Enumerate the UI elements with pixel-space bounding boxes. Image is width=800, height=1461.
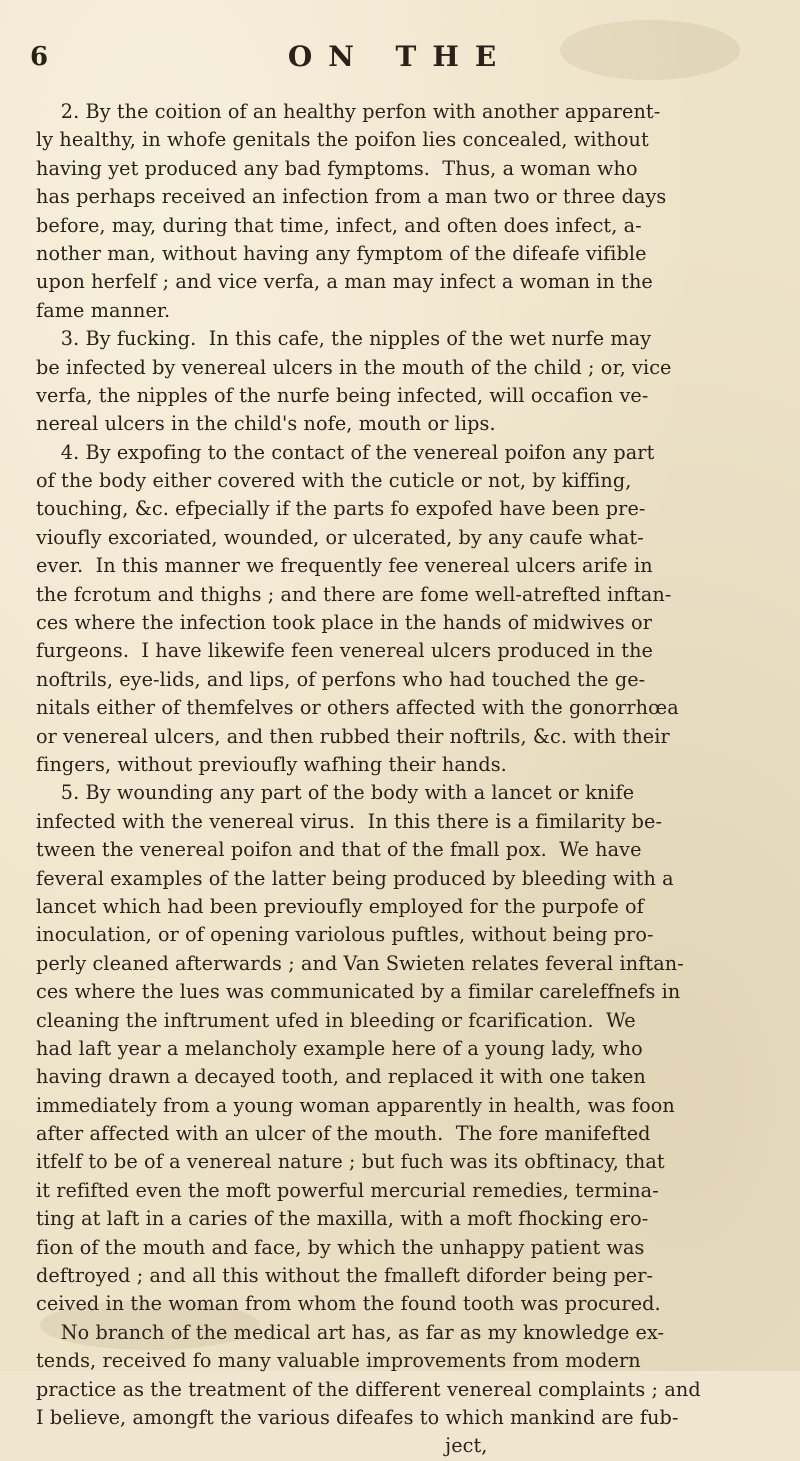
text-line: having drawn a decayed tooth, and replaced it with one taken xyxy=(36,1065,646,1089)
text-line: tween the venereal poifon and that of the fmall pox. We have xyxy=(36,838,642,862)
text-line: has perhaps received an infection from a man two or three days xyxy=(36,185,667,209)
text-line: noftrils, eye-lids, and lips, of perfons who had touched the ge- xyxy=(36,667,646,691)
text-line: 5. By wounding any part of the body with a lancet or knife xyxy=(36,781,635,805)
text-line: deftroyed ; and all this without the fmalleft diforder being per- xyxy=(36,1264,654,1288)
text-line: ever. In this manner we frequently fee venereal ulcers arife in xyxy=(36,554,653,578)
text-line: 3. By fucking. In this cafe, the nipples of the wet nurfe may xyxy=(36,327,652,351)
text-line: lancet which had been previoufly employed for the purpofe of xyxy=(36,894,644,918)
text-line: nitals either of themfelves or others affected with the gonorrhœa xyxy=(36,696,679,720)
text-line: ces where the infection took place in the hands of midwives or xyxy=(36,611,652,635)
text-line: infected with the venereal virus. In this there is a fimilarity be- xyxy=(36,809,663,833)
text-line: furgeons. I have likewife feen venereal ulcers produced in the xyxy=(36,639,654,663)
text-line: tends, received fo many valuable improvements from modern xyxy=(36,1349,641,1373)
text-line: had laft year a melancholy example here of a young lady, who xyxy=(36,1036,643,1060)
running-head: ON THE xyxy=(287,40,513,73)
text-line: nereal ulcers in the child's nofe, mouth or lips. xyxy=(36,412,496,436)
text-line: fion of the mouth and face, by which the unhappy patient was xyxy=(36,1235,645,1259)
text-line: No branch of the medical art has, as far as my knowledge ex- xyxy=(36,1320,665,1344)
text-line: ly healthy, in whofe genitals the poifon lies concealed, without xyxy=(36,128,649,152)
text-line: of the body either covered with the cuticle or not, by kiffing, xyxy=(36,469,632,493)
text-line: fame manner. xyxy=(36,298,171,322)
text-line: verfa, the nipples of the nurfe being infected, will occafion ve- xyxy=(36,383,649,407)
text-line: I believe, amongft the various difeafes to which mankind are fub- xyxy=(36,1405,679,1429)
text-line: or venereal ulcers, and then rubbed their noftrils, &c. with their xyxy=(36,724,670,748)
text-line: feveral examples of the latter being produced by bleeding with a xyxy=(36,866,674,890)
page-header xyxy=(0,34,800,78)
text-line: ting at laft in a caries of the maxilla, with a moft fhocking ero- xyxy=(36,1207,649,1231)
text-line: perly cleaned afterwards ; and Van Swieten relates feveral inftan- xyxy=(36,951,684,975)
text-line: vioufly excoriated, wounded, or ulcerated, by any caufe what- xyxy=(36,525,644,549)
text-line: itfelf to be of a venereal nature ; but fuch was its obftinacy, that xyxy=(36,1150,665,1174)
text-line: practice as the treatment of the different venereal complaints ; and xyxy=(36,1377,701,1401)
text-line: it refifted even the moft powerful mercurial remedies, termina- xyxy=(36,1178,659,1202)
text-line: cleaning the inftrument ufed in bleeding or fcarification. We xyxy=(36,1008,636,1032)
page-number: 6 xyxy=(30,42,50,72)
text-line: ject, xyxy=(36,1434,488,1458)
text-line: be infected by venereal ulcers in the mouth of the child ; or, vice xyxy=(36,355,672,379)
text-line: the fcrotum and thighs ; and there are fome well-atrefted inftan- xyxy=(36,582,672,606)
text-line: having yet produced any bad fymptoms. Thus, a woman who xyxy=(36,156,638,180)
body-text xyxy=(36,98,760,1461)
text-line: before, may, during that time, infect, and often does infect, a- xyxy=(36,213,642,237)
text-line: ceived in the woman from whom the found tooth was procured. xyxy=(36,1292,661,1316)
text-line: ces where the lues was communicated by a fimilar careleffnefs in xyxy=(36,980,681,1004)
text-line: after affected with an ulcer of the mouth. The fore manifefted xyxy=(36,1122,651,1146)
text-line: 2. By the coition of an healthy perfon with another apparent- xyxy=(36,100,661,123)
text-line: 4. By expofing to the contact of the venereal poifon any part xyxy=(36,440,655,464)
text-line: immediately from a young woman apparently in health, was foon xyxy=(36,1093,675,1117)
text-line: nother man, without having any fymptom of the difeafe vifible xyxy=(36,241,647,265)
text-line: fingers, without previoufly wafhing their hands. xyxy=(36,752,507,776)
text-line: inoculation, or of opening variolous puftles, without being pro- xyxy=(36,923,654,947)
text-line: touching, &c. efpecially if the parts fo expofed have been pre- xyxy=(36,497,646,521)
text-line: upon herfelf ; and vice verfa, a man may infect a woman in the xyxy=(36,270,653,294)
